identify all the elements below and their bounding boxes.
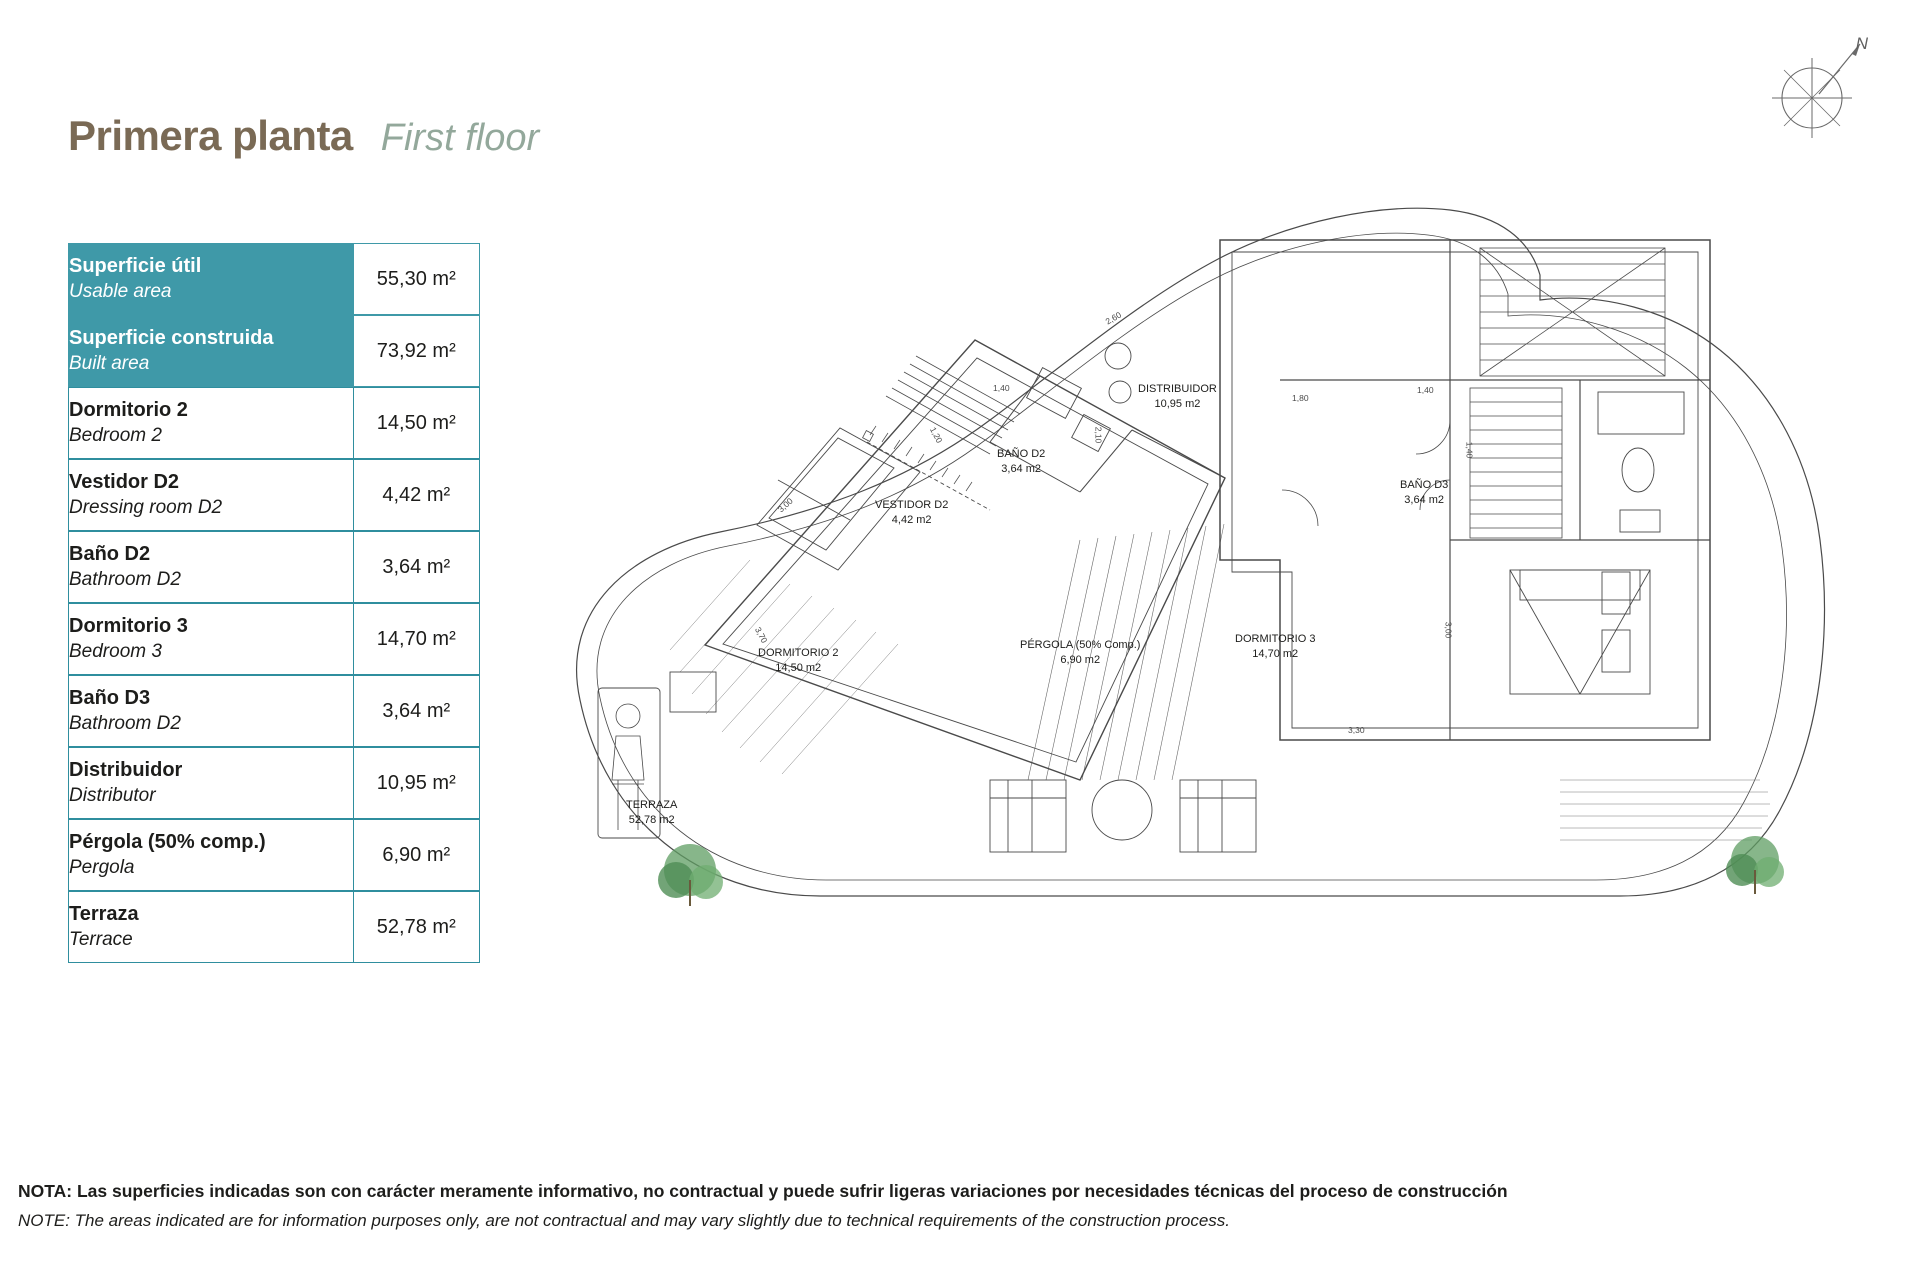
room-label-bano-d2 [997, 447, 1045, 477]
areas-row-label-en: Bedroom 2 [69, 424, 162, 446]
areas-row-label-en: Bathroom D2 [69, 568, 181, 590]
areas-row-label [68, 603, 354, 675]
page-title-en: First floor [380, 117, 540, 159]
dimension-label: 1,40 [1417, 385, 1434, 395]
room-name: VESTIDOR D2 [875, 499, 949, 511]
note-en: NOTE: The areas indicated are for information purposes only, are not contractual and may vary slightly due to technical requirements of the construction process. [18, 1211, 1231, 1231]
room-label-dormitorio3 [1235, 632, 1315, 662]
areas-row-value: 73,92 m² [354, 315, 480, 387]
dimension-label: 1,20 [927, 425, 945, 445]
table-row [68, 603, 480, 675]
areas-row-label-en: Terrace [69, 928, 133, 950]
dimension-label: 3,30 [1348, 725, 1365, 735]
areas-row-label-es: Superficie útil [69, 255, 202, 278]
room-area: 14,70 m2 [1252, 647, 1299, 660]
note-es [18, 1178, 1902, 1204]
areas-row-label [68, 675, 354, 747]
compass-north-label: N [1855, 34, 1868, 53]
areas-row-value: 6,90 m² [354, 819, 480, 891]
dimension-label: 3,70 [752, 625, 770, 645]
areas-row-label-en: Usable area [69, 280, 172, 302]
areas-row-label-es: Terraza [69, 903, 139, 926]
areas-row-label-es: Baño D3 [69, 687, 151, 710]
room-label-vestidor-d2 [875, 498, 948, 528]
areas-row-label [68, 387, 354, 459]
note-es-body: Las superficies indicadas son con carácter meramente informativo, no contractual y puede sufrir ligeras variaciones por necesidades técnicas del proceso de construcción [72, 1181, 1508, 1201]
room-name: TERRAZA [626, 799, 678, 811]
areas-row-value: 14,50 m² [354, 387, 480, 459]
areas-row-label-en: Pergola [69, 856, 135, 878]
areas-row-label [68, 819, 354, 891]
table-row [68, 891, 480, 963]
room-label-dormitorio2 [758, 646, 838, 676]
dimension-label: 3,00 [1443, 621, 1454, 639]
areas-row-label-es: Baño D2 [69, 543, 151, 566]
dimension-label: 1,40 [993, 383, 1010, 393]
table-row [68, 243, 480, 315]
room-area: 6,90 m2 [1060, 653, 1101, 666]
room-area: 52,78 m2 [628, 813, 675, 826]
areas-row-label-es: Dormitorio 3 [69, 615, 188, 638]
room-name: PÉRGOLA (50% Comp.) [1020, 639, 1141, 651]
areas-row-value: 10,95 m² [354, 747, 480, 819]
room-label-distribuidor [1138, 382, 1217, 412]
areas-row-label-en: Dressing room D2 [69, 496, 223, 518]
room-area: 3,64 m2 [1404, 493, 1445, 506]
room-name: DISTRIBUIDOR [1138, 383, 1217, 395]
table-row [68, 819, 480, 891]
page-title-es: Primera planta [68, 112, 353, 159]
areas-row-label-en: Bedroom 3 [69, 640, 162, 662]
areas-row-label-es: Pérgola (50% comp.) [69, 831, 266, 854]
areas-row-label-es: Distribuidor [69, 759, 183, 782]
areas-row-label-es: Superficie construida [69, 327, 274, 350]
areas-row-value: 52,78 m² [354, 891, 480, 963]
dimension-label: 1,40 [1464, 441, 1475, 459]
page-title [68, 112, 539, 160]
table-row [68, 459, 480, 531]
room-area: 14,50 m2 [775, 661, 822, 674]
table-row [68, 387, 480, 459]
room-area: 3,64 m2 [1001, 462, 1042, 475]
areas-row-value: 3,64 m² [354, 675, 480, 747]
tree-icon [1726, 836, 1784, 894]
areas-row-value: 4,42 m² [354, 459, 480, 531]
areas-row-label-es: Vestidor D2 [69, 471, 180, 494]
room-area: 10,95 m2 [1154, 397, 1201, 410]
dimension-label: 3,00 [775, 495, 795, 515]
room-name: DORMITORIO 3 [1235, 633, 1316, 645]
floor-plan-drawing [520, 180, 1900, 940]
areas-row-label [68, 459, 354, 531]
room-label-bano-d3 [1400, 478, 1448, 508]
areas-row-label-es: Dormitorio 2 [69, 399, 188, 422]
table-row [68, 747, 480, 819]
compass-rose-icon [1764, 36, 1874, 146]
room-label-terraza [626, 798, 677, 828]
table-row [68, 315, 480, 387]
dimension-label: 2,60 [1103, 309, 1123, 327]
table-row [68, 531, 480, 603]
areas-row-label [68, 531, 354, 603]
areas-table-body [68, 243, 480, 963]
room-label-pergola [1020, 638, 1140, 668]
areas-row-value: 55,30 m² [354, 243, 480, 315]
areas-row-label [68, 891, 354, 963]
areas-row-value: 14,70 m² [354, 603, 480, 675]
disclaimer-notes [18, 1178, 1902, 1234]
areas-row-label [68, 747, 354, 819]
room-name: BAÑO D3 [1400, 479, 1449, 491]
room-name: BAÑO D2 [997, 448, 1046, 460]
floor-plan-svg [520, 180, 1900, 940]
areas-row-label-en: Bathroom D2 [69, 712, 181, 734]
areas-row-label-en: Distributor [69, 784, 156, 806]
room-area: 4,42 m2 [891, 513, 932, 526]
table-row [68, 675, 480, 747]
areas-row-value: 3,64 m² [354, 531, 480, 603]
areas-row-label-en: Built area [69, 352, 150, 374]
note-es-prefix: NOTA: [18, 1181, 73, 1201]
dimension-label: 1,80 [1292, 393, 1309, 403]
room-name: DORMITORIO 2 [758, 647, 839, 659]
areas-row-label [68, 243, 354, 315]
areas-table [68, 243, 480, 963]
areas-row-label [68, 315, 354, 387]
dimension-label: 2,10 [1093, 426, 1104, 444]
